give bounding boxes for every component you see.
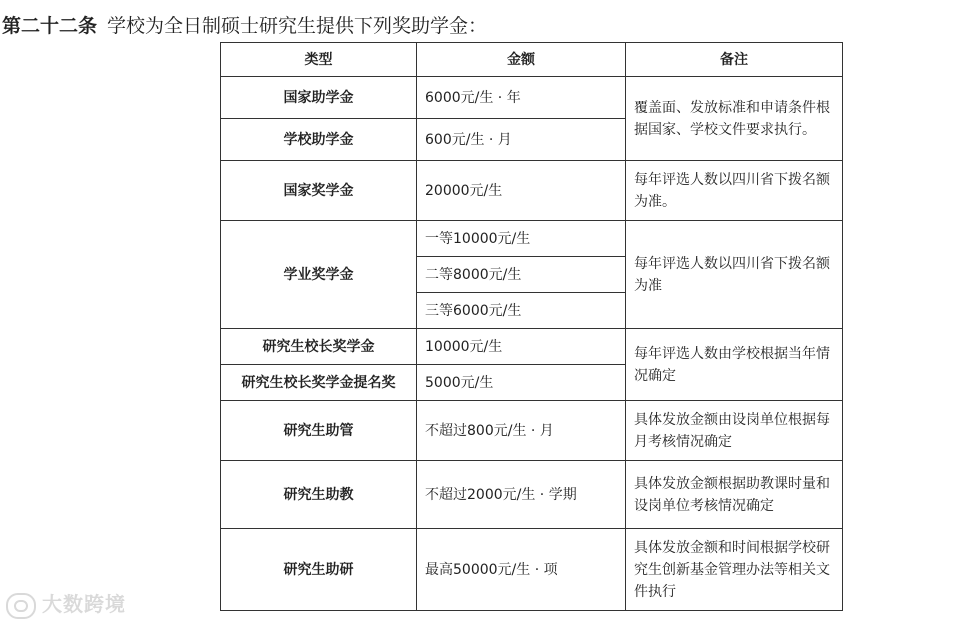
table-row <box>221 329 843 365</box>
remark-text: 覆盖面、发放标准和申请条件根据国家、学校文件要求执行。 <box>634 99 830 138</box>
type-cell: 研究生助管 <box>221 401 417 461</box>
table-row <box>221 221 843 257</box>
type-cell: 学业奖学金 <box>221 221 417 329</box>
amount-cell: 10000元/生 <box>417 329 626 365</box>
table-row <box>221 77 843 119</box>
amount-cell: 不超过800元/生 · 月 <box>417 401 626 461</box>
remark-text: 具体发放金额根据助教课时量和设岗单位考核情况确定 <box>634 475 830 514</box>
scholarship-table <box>220 42 843 611</box>
table-row <box>221 161 843 221</box>
remark-cell <box>626 161 843 221</box>
header-type: 类型 <box>221 43 417 77</box>
amount-cell: 20000元/生 <box>417 161 626 221</box>
watermark <box>6 588 126 619</box>
remark-text: 每年评选人数以四川省下拨名额为准。 <box>634 171 830 210</box>
amount-cell: 6000元/生 · 年 <box>417 77 626 119</box>
type-cell: 研究生校长奖学金提名奖 <box>221 365 417 401</box>
watermark-logo-icon <box>6 593 36 619</box>
amount-cell: 最高50000元/生 · 项 <box>417 529 626 611</box>
type-cell: 研究生校长奖学金 <box>221 329 417 365</box>
remark-cell <box>626 77 843 161</box>
remark-text: 每年评选人数以四川省下拨名额为准 <box>634 255 830 294</box>
remark-cell <box>626 221 843 329</box>
amount-cell: 二等8000元/生 <box>417 257 626 293</box>
table-header-row <box>221 43 843 77</box>
watermark-text: 大数跨境 <box>42 592 126 616</box>
type-cell: 国家助学金 <box>221 77 417 119</box>
type-cell: 国家奖学金 <box>221 161 417 221</box>
remark-cell <box>626 529 843 611</box>
article-text: 学校为全日制硕士研究生提供下列奖助学金： <box>107 15 488 37</box>
table-row <box>221 529 843 611</box>
header-remark: 备注 <box>626 43 843 77</box>
table-row <box>221 461 843 529</box>
amount-cell: 一等10000元/生 <box>417 221 626 257</box>
amount-cell: 600元/生 · 月 <box>417 119 626 161</box>
remark-cell <box>626 401 843 461</box>
amount-cell: 三等6000元/生 <box>417 293 626 329</box>
remark-text: 具体发放金额和时间根据学校研究生创新基金管理办法等相关文件执行 <box>634 539 830 600</box>
remark-cell <box>626 461 843 529</box>
type-cell: 研究生助教 <box>221 461 417 529</box>
remark-text: 具体发放金额由设岗单位根据每月考核情况确定 <box>634 411 830 450</box>
header-amount: 金额 <box>417 43 626 77</box>
type-cell: 研究生助研 <box>221 529 417 611</box>
type-cell: 学校助学金 <box>221 119 417 161</box>
amount-cell: 5000元/生 <box>417 365 626 401</box>
table-row <box>221 401 843 461</box>
amount-cell: 不超过2000元/生 · 学期 <box>417 461 626 529</box>
article-heading <box>2 14 487 38</box>
article-number: 第二十二条 <box>2 15 98 37</box>
remark-text: 每年评选人数由学校根据当年情况确定 <box>634 345 830 384</box>
remark-cell <box>626 329 843 401</box>
